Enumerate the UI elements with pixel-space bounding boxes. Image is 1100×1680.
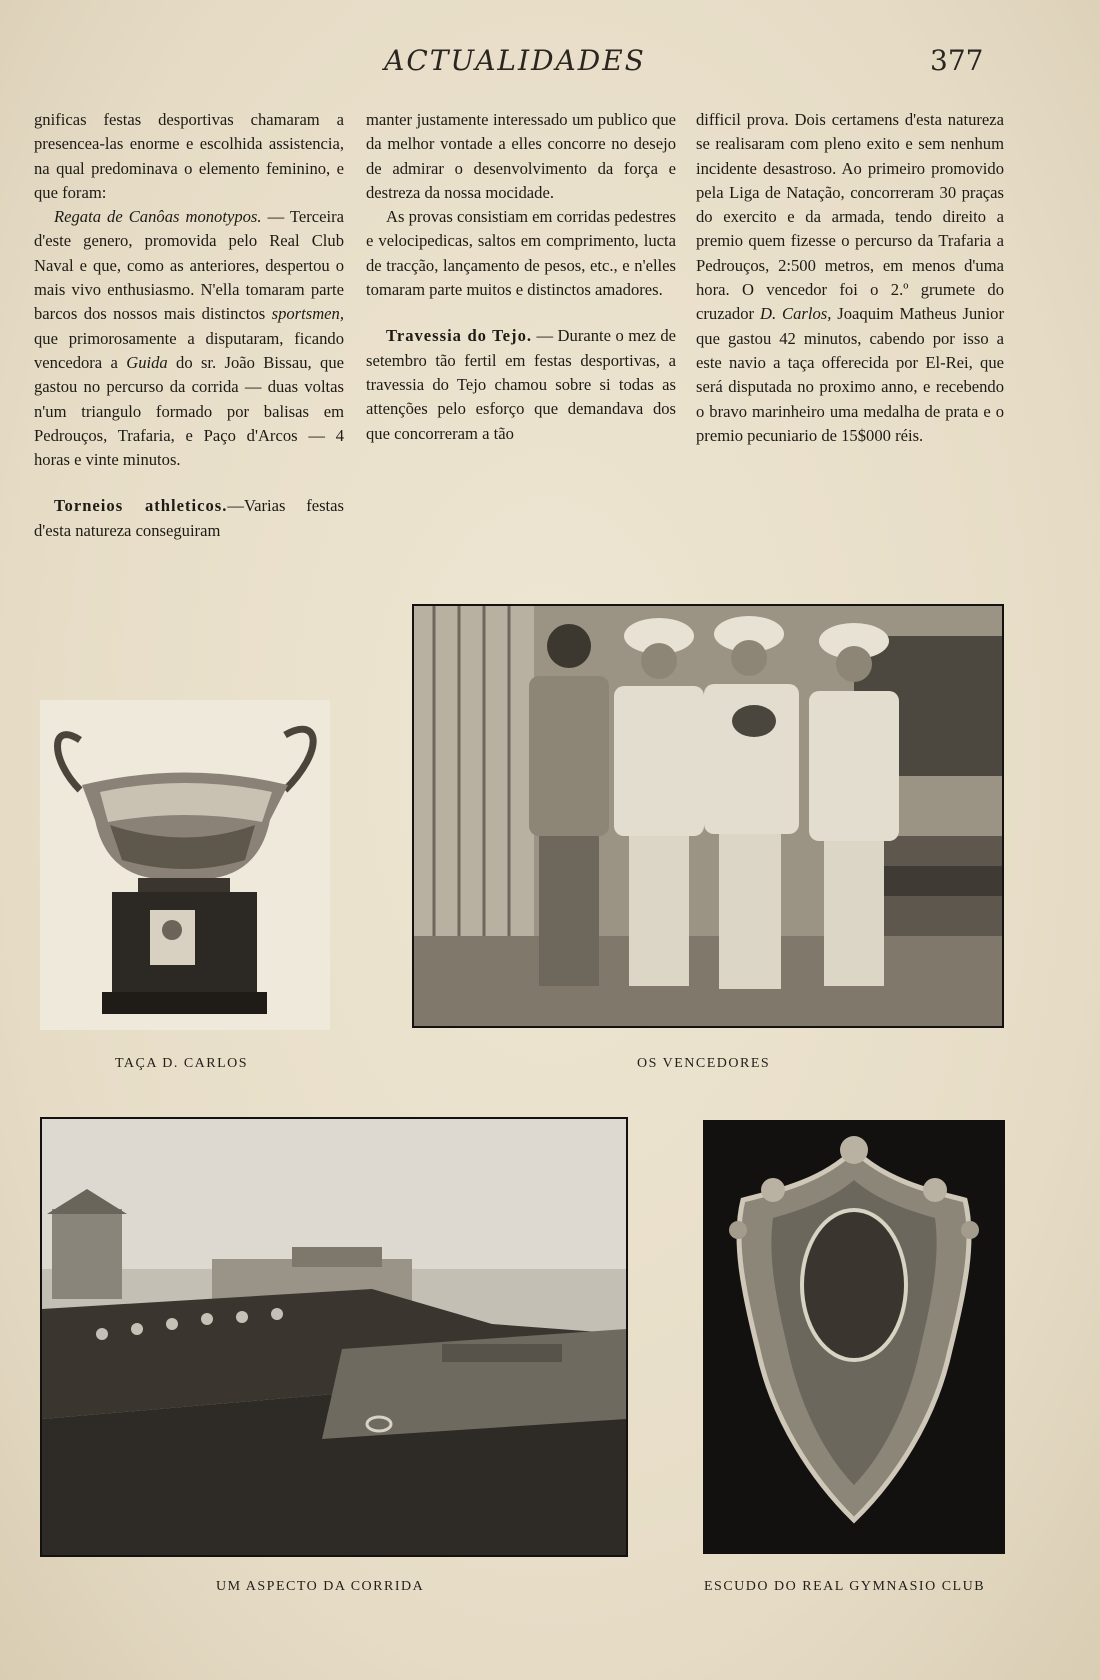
- winners-photo-illustration: [414, 606, 1002, 1026]
- regata-body-a: Terceira d'este genero, promovida pelo Real Club Naval e que, como as anteriores, despertou o mais vivo enthusiasmo. N'ella tomaram parte barcos dos nossos mais distinctos: [34, 207, 345, 324]
- regata-heading: Regata de Canôas monotypos.: [54, 207, 262, 227]
- col3-text-b: Joaquim Matheus Junior que gastou 42 minutos, cabendo por isso a este navio a taça offerecida por El-Rei, que será disputada no proximo anno, e recebendo o bravo marinheiro uma medalha de prata e o premio pecuniario de 15$000 réis.: [696, 304, 1005, 445]
- page-number: 377: [930, 44, 984, 77]
- regata-body-b: que primorosamente a disputaram, ficando vencedora a: [34, 328, 344, 372]
- text-column-2: [366, 108, 676, 446]
- winners-caption: OS VENCEDORES: [637, 1056, 771, 1071]
- col3-text-a: difficil prova. Dois certamens d'esta natureza se realisaram com pleno exito e sem nenhum incidente desastroso. Ao primeiro promovido pela Liga de Natação, concorreram 30 praças do exercito e da armada, tendo direito a premio quem fizesse o percurso da Trafaria a Pedrouços, 2:500 metros, em menos d'uma hora. O vencedor foi o 2.º grumete do cruzador: [696, 110, 1004, 324]
- race-photo: [40, 1117, 628, 1557]
- trophy-cup-image: [40, 700, 330, 1030]
- regata-dash: —: [261, 207, 285, 227]
- shield-illustration: [703, 1120, 1005, 1554]
- text-column-1: [34, 108, 344, 543]
- cup-caption: TAÇA D. CARLOS: [115, 1056, 249, 1071]
- race-photo-illustration: [42, 1119, 626, 1555]
- paragraph: manter justamente interessado um publico que da melhor vontade a elles concorre no desejo de admirar o desenvolvimento da força e destreza da nossa mocidade.: [366, 110, 676, 202]
- paragraph-regata: [34, 205, 344, 472]
- paragraph-torneios: [34, 494, 344, 543]
- shield-caption: ESCUDO DO REAL GYMNASIO CLUB: [704, 1579, 986, 1594]
- travessia-heading: Travessia do Tejo.: [386, 326, 533, 346]
- regata-guida: Guida: [126, 352, 168, 372]
- text-column-3: [696, 108, 1004, 448]
- paragraph: [696, 108, 1004, 448]
- paragraph: gnificas festas desportivas chamaram a presencea-las enorme e escolhida assistencia, na qual predominava o elemento feminino, e que foram:: [34, 110, 344, 202]
- cup-illustration: [40, 700, 330, 1030]
- regata-body-c: do sr. João Bissau, que gastou no percurso da corrida — duas voltas n'um triangulo formado por balisas em Pedrouços, Trafaria, e Paço d'Arcos — 4 horas e vinte minutos.: [34, 352, 344, 470]
- travessia-body: — Durante o mez de setembro tão fertil em festas desportivas, a travessia do Tejo chamou sobre si todas as attenções pelo esforço que demandava dos que concorreram a tão: [366, 326, 676, 443]
- paragraph: As provas consistiam em corridas pedestres e velocipedicas, saltos em comprimento, lucta de tracção, lançamento de pesos, etc., e n'elles tomaram parte muitos e distinctos amadores.: [366, 207, 676, 300]
- winners-photo: [412, 604, 1004, 1028]
- race-caption: UM ASPECTO DA CORRIDA: [216, 1579, 425, 1594]
- regata-sportsmen: sportsmen,: [271, 304, 344, 324]
- torneios-heading: Torneios athleticos.: [54, 496, 228, 516]
- page-header-title: ACTUALIDADES: [384, 44, 646, 77]
- shield-photo: [703, 1120, 1005, 1554]
- col3-ship-name: D. Carlos,: [759, 304, 832, 324]
- torneios-body: —Varias festas d'esta natureza conseguiram: [34, 496, 344, 540]
- paragraph-travessia: [366, 324, 676, 445]
